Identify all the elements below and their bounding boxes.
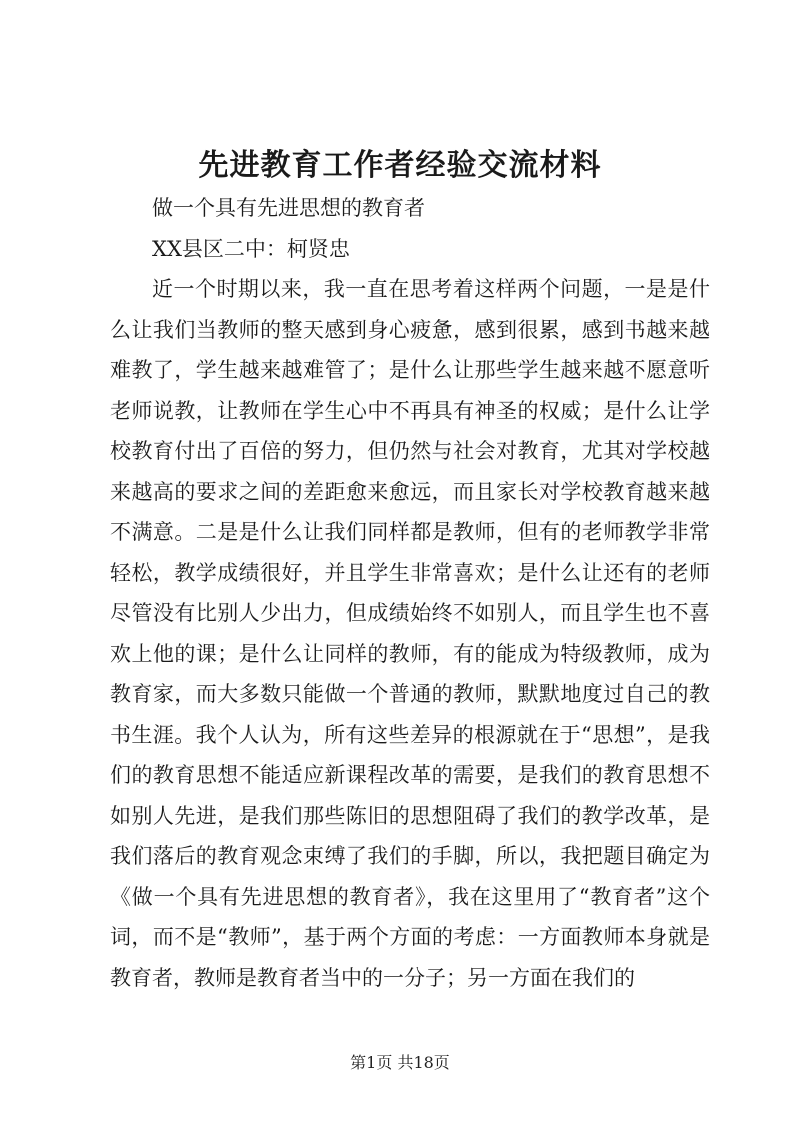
page-number-footer: 第1页 共18页 xyxy=(350,1053,450,1072)
subtitle-line: 做一个具有先进思想的教育者 xyxy=(152,196,425,220)
document-body xyxy=(110,188,710,998)
document-title: 先进教育工作者经验交流材料 xyxy=(198,148,602,183)
body-paragraph: 近一个时期以来，我一直在思考着这样两个问题，一是是什么让我们当教师的整天感到身心疲惫，感到很累，感到书越来越难教了，学生越来越难管了；是什么让那些学生越来越不愿意听老师说教，让教师在学生心中不再具有神圣的权威；是什么让学校教育付出了百倍的努力，但仍然与社会对教育，尤其对学校越来越高的要求之间的差距愈来愈远，而且家长对学校教育越来越不满意。二是是什么让我们同样都是教师，但有的老师教学非常轻松，教学成绩很好，并且学生非常喜欢；是什么让还有的老师尽管没有比别人少出力，但成绩始终不如别人，而且学生也不喜欢上他的课；是什么让同样的教师，有的能成为特级教师，成为教育家，而大多数只能做一个普通的教师，默默地度过自己的教书生涯。我个人认为，所有这些差异的根源就在于“思想”，是我们的教育思想不能适应新课程改革的需要，是我们的教育思想不如别人先进，是我们那些陈旧的思想阻碍了我们的教学改革，是我们落后的教育观念束缚了我们的手脚，所以，我把题目确定为《做一个具有先进思想的教育者》，我在这里用了“教育者”这个词，而不是“教师”，基于两个方面的考虑：一方面教师本身就是教育者，教师是教育者当中的一分子；另一方面在我们的 xyxy=(110,277,710,990)
author-line: XX县区二中：柯贤忠 xyxy=(152,236,350,261)
